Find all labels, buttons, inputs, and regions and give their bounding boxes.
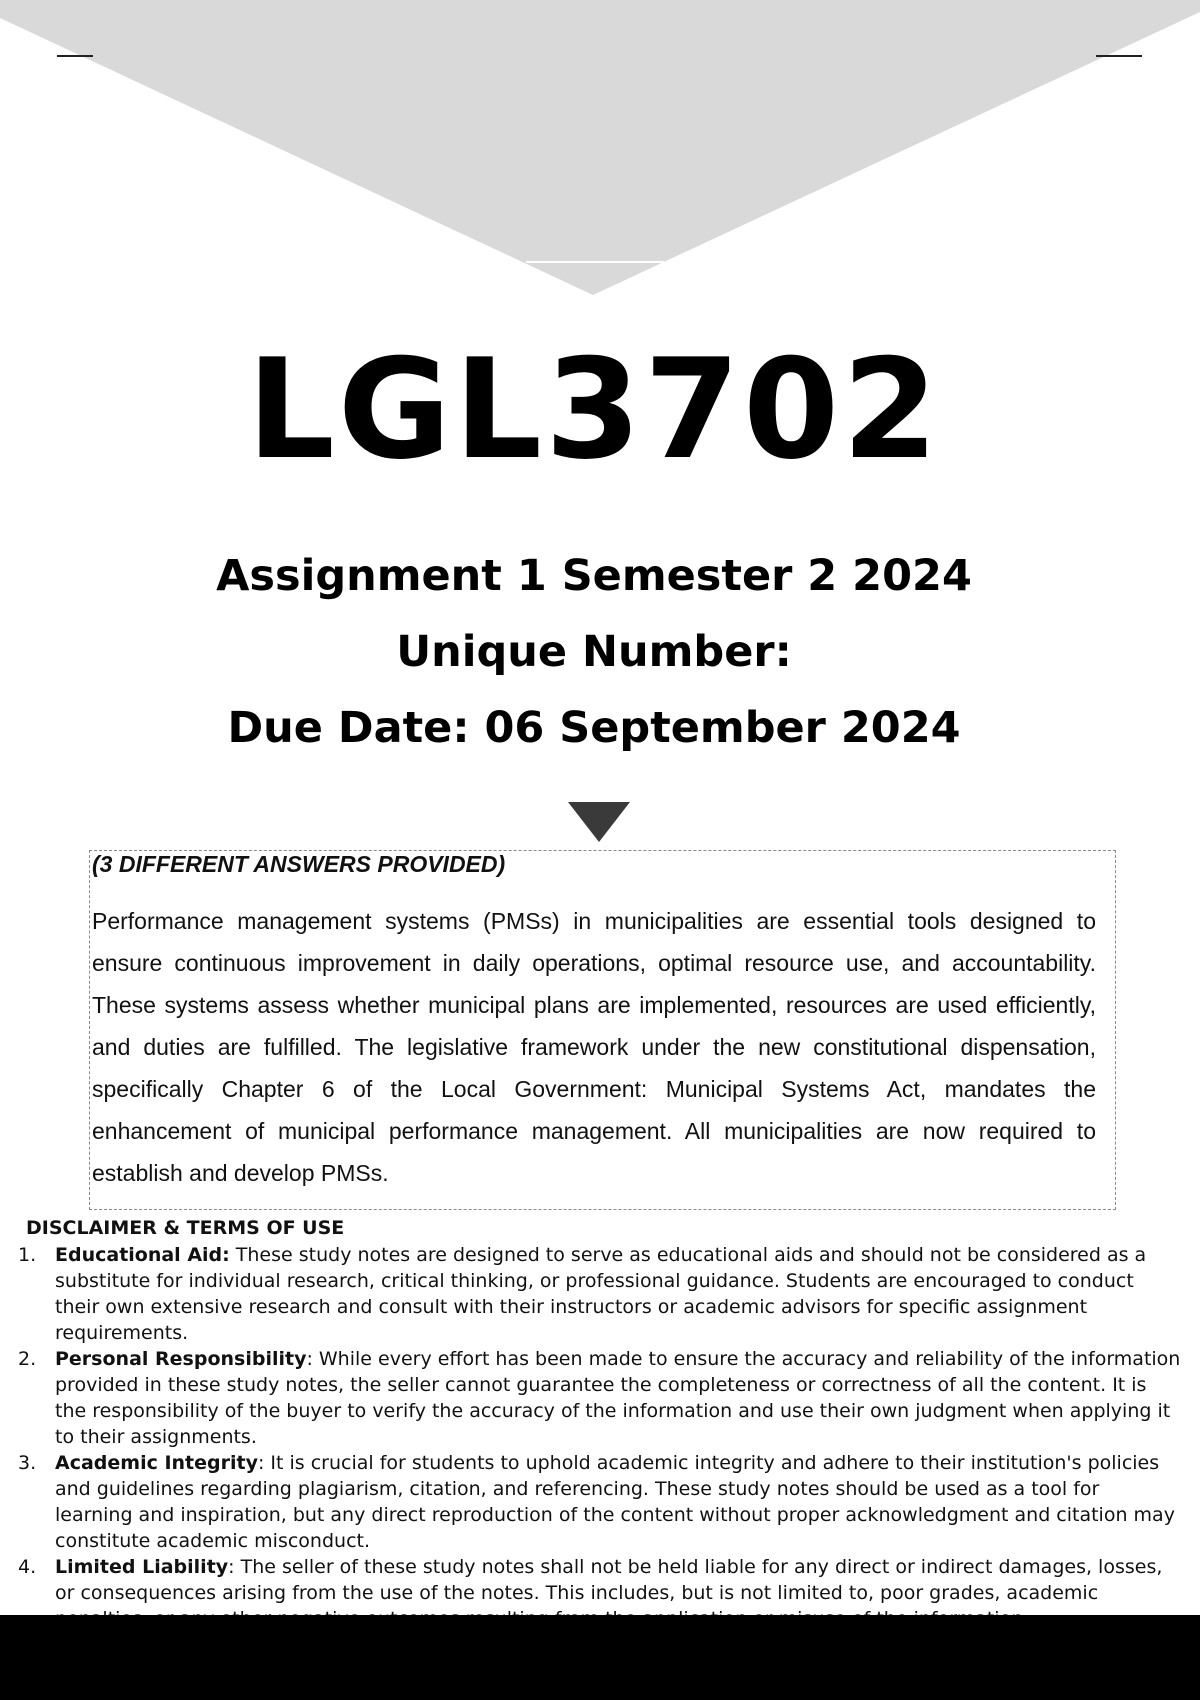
term-title: Personal Responsibility <box>55 1348 307 1370</box>
answer-heading: (3 DIFFERENT ANSWERS PROVIDED) <box>92 851 506 877</box>
assignment-subtitle: Assignment 1 Semester 2 2024 <box>216 551 972 601</box>
term-title: Academic Integrity <box>55 1452 258 1474</box>
terms-list-item <box>14 1450 1182 1554</box>
term-title: Educational Aid: <box>55 1244 230 1266</box>
terms-list-item <box>14 1346 1182 1450</box>
term-title: Limited Liability <box>55 1556 229 1578</box>
term-text: : It is crucial for students to uphold academic integrity and adhere to their institution's policies and guidelines regarding plagiarism, citation, and referencing. These study notes should be used as a tool for learning and inspiration, but any direct reproduction of the content without proper acknowledgment and citation may constitute academic misconduct. <box>55 1452 1175 1552</box>
header-chevron-banner <box>0 0 1200 300</box>
due-date-label: Due Date: 06 September 2024 <box>227 703 961 753</box>
corner-rule-right <box>1096 55 1142 57</box>
unique-number-label: Unique Number: <box>396 627 792 677</box>
term-number: 2. <box>18 1348 37 1370</box>
corner-rule-left <box>57 55 93 57</box>
term-text: These study notes are designed to serve as educational aids and should not be considered as a substitute for individual research, critical thinking, or professional guidance. Students are encouraged to conduct their own extensive research and consult with their instructors or academic advisors for specific assignment requirements. <box>55 1244 1147 1344</box>
down-triangle-icon <box>568 802 630 842</box>
term-number: 3. <box>18 1452 37 1474</box>
disclaimer-title: DISCLAIMER & TERMS OF USE <box>26 1217 345 1239</box>
term-text: : While every effort has been made to ensure the accuracy and reliability of the information provided in these study notes, the seller cannot guarantee the completeness or correctness of all the content. It is the responsibility of the buyer to verify the accuracy of the information and use their own judgment when applying it to their assignments. <box>55 1348 1181 1448</box>
terms-list <box>14 1242 1182 1632</box>
footer-black-bar <box>0 1615 1200 1700</box>
term-text: : The seller of these study notes shall not be held liable for any direct or indirect damages, losses, or consequences arising from the use of the notes. This includes, but is not limited to, poor grades, academic <box>55 1556 1163 1604</box>
term-number: 1. <box>18 1244 37 1266</box>
terms-list-item <box>14 1242 1182 1346</box>
term-number: 4. <box>18 1556 37 1578</box>
course-code-title: LGL3702 <box>246 329 942 490</box>
answer-paragraph: Performance management systems (PMSs) in municipalities are essential tools designed to ensure continuous improvement in daily operations, optimal resource use, and accountability. These systems assess whether municipal plans are implemented, resources are used efficiently, and duties are fulfilled. The legislative framework under the new constitutional dispensation, specifically Chapter 6 of the Local Government: Municipal Systems Act, mandates the enhancement of municipal performance management. All municipalities are now required to establish and develop PMSs. <box>92 908 1096 1186</box>
